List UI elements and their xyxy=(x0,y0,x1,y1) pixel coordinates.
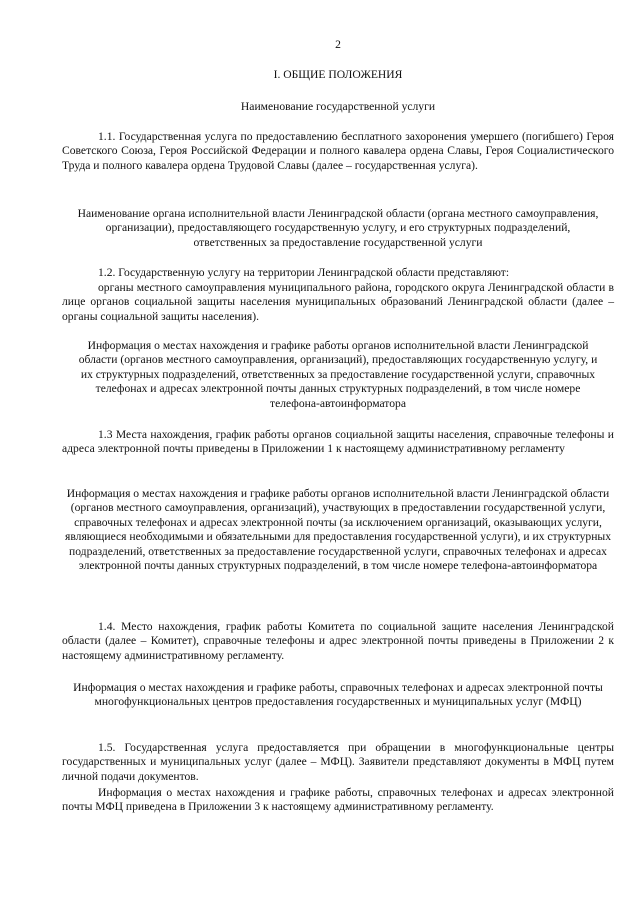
heading-info-1: Информация о местах нахождения и графике работы органов исполнительной власти Ленинградской области (органов местного самоуправления, организаций), предоставляющих государственную услугу, и их структурных подразделений, ответственных за предоставление государственной услуги, справочных телефонах и адресах электронной почты данных структурных подразделений, в том числе номере телефона-автоинформатора xyxy=(78,339,598,410)
paragraph-1-5: 1.5. Государственная услуга предоставляется при обращении в многофункциональные центры государственных и муниципальных услуг (далее – МФЦ). Заявители представляют документы в МФЦ путем личной подачи документов. xyxy=(62,741,614,783)
paragraph-1-3: 1.3 Места нахождения, график работы органов социальной защиты населения, справочные телефоны и адреса электронной почты приведены в Приложении 1 к настоящему административному регламенту xyxy=(62,428,614,456)
paragraph-1-4: 1.4. Место нахождения, график работы Комитета по социальной защите населения Ленинградской области (далее – Комитет), справочные телефоны и адрес электронной почты приведены в Приложении 2 к настоящему административному регламенту. xyxy=(62,620,614,662)
heading-info-2: Информация о местах нахождения и графике работы органов исполнительной власти Ленинградской области (органов местного самоуправления, организаций), участвующих в предоставлении государственной услуги, справочных телефонах и адресах электронной почты (за исключением организаций, оказывающих услуги, являющиеся необходимыми и обязательными для предоставления государственной услуги), и их структурных подразделений, ответственных за предоставление государственной услуги, справочных телефонах и адресах электронной почты данных структурных подразделений, в том числе номере телефона-автоинформатора xyxy=(65,487,611,573)
heading-info-3: Информация о местах нахождения и графике работы, справочных телефонах и адресах электронной почты многофункциональных центров предоставления государственных и муниципальных услуг (МФЦ) xyxy=(73,681,603,709)
paragraph-1-2-intro: 1.2. Государственную услугу на территории Ленинградской области представляют: xyxy=(98,266,510,279)
paragraph-1-5-info: Информация о местах нахождения и графике работы, справочных телефонах и адресах электронной почты МФЦ приведена в Приложении 3 к настоящему административному регламенту. xyxy=(62,786,614,814)
heading-authority: Наименование органа исполнительной власти Ленинградской области (органа местного самоуправления, организации), предоставляющего государственную услугу, и его структурных подразделений, ответственных за предоставление государственной услуги xyxy=(77,207,599,249)
paragraph-1-1: 1.1. Государственная услуга по предоставлению бесплатного захоронения умершего (погибшего) Героя Советского Союза, Героя Российской Федерации и полного кавалера ордена Славы, Героя Социалистического Труда и полного кавалера ордена Трудовой Славы (далее – государственная услуга). xyxy=(62,130,614,172)
section-title: I. ОБЩИЕ ПОЛОЖЕНИЯ xyxy=(273,68,403,81)
heading-service-name: Наименование государственной услуги xyxy=(240,100,436,113)
page-number: 2 xyxy=(335,38,341,51)
paragraph-1-2-body: органы местного самоуправления муниципального района, городского округа Ленинградской области в лице органов социальной защиты населения муниципальных образований Ленинградской области (далее – органы социальной защиты населения). xyxy=(62,281,614,323)
